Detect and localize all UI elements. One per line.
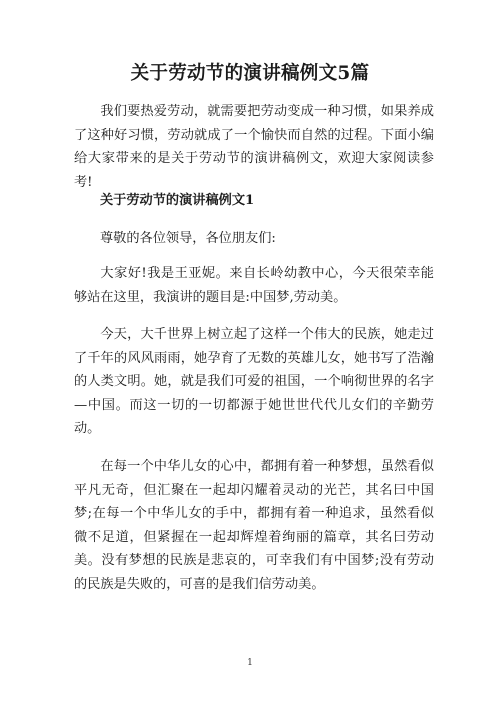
page-number: 1 xyxy=(247,658,253,668)
body-paragraph-1: 大家好!我是王亚妮。来自长岭幼教中心，今天很荣幸能够站在这里，我演讲的题目是:中国梦,劳动美。 xyxy=(74,266,434,305)
section-heading: 关于劳动节的演讲稿例文1 xyxy=(100,193,255,208)
intro-paragraph: 我们要热爱劳动，就需要把劳动变成一种习惯，如果养成了这种好习惯，劳动就成了一个愉快而自然的过程。下面小编给大家带来的是关于劳动节的演讲稿例文，欢迎大家阅读参考! xyxy=(74,104,434,190)
salutation: 尊敬的各位领导，各位朋友们: xyxy=(100,231,276,246)
body-paragraph-3: 在每一个中华儿女的心中，都拥有着一种梦想，虽然看似平凡无奇，但汇聚在一起却闪耀着灵动的光芒，其名曰中国梦;在每一个中华儿女的手中，都拥有着一种追求，虽然看似微不足道，但紧握在一起却辉煌着绚丽的篇章，其名曰劳动美。没有梦想的民族是悲哀的，可幸我们有中国梦;没有劳动的民族是失败的，可喜的是我们信劳动美。 xyxy=(74,459,434,592)
body-paragraph-2: 今天，大千世界上树立起了这样一个伟大的民族，她走过了千年的风风雨雨，她孕育了无数的英雄儿女，她书写了浩瀚的人类文明。她，就是我们可爱的祖国，一个响彻世界的名字—中国。而这一切的一切都源于她世世代代儿女们的辛勤劳动。 xyxy=(74,327,434,436)
document-title: 关于劳动节的演讲稿例文5篇 xyxy=(130,63,370,84)
